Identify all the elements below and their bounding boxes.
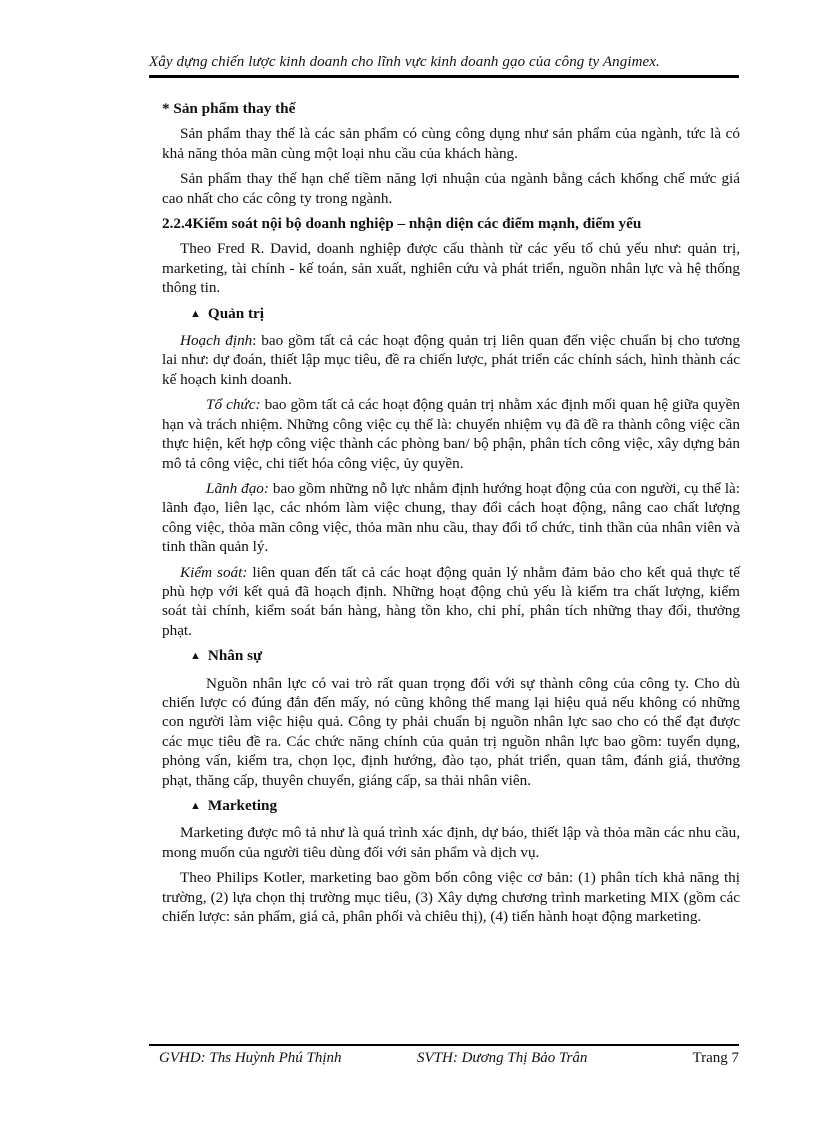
lanh-dao-text: bao gồm những nỗ lực nhằm định hướng hoạt động của con người, cụ thể là: lãnh đạo, liên lạc, các nhóm làm việc chung, thay đổi cách hoạt động, nâng cao chất lượng công việc, thỏa mãn công việc, thỏa mãn nhu cầu, thay đổi tổ chức, tinh thần của nhân viên và tinh thần quản lý. bbox=[162, 479, 740, 556]
kiem-soat-paragraph bbox=[162, 563, 740, 641]
david-paragraph: Theo Fred R. David, doanh nghiệp được cấu thành từ các yếu tố chủ yếu như: quản trị, marketing, tài chính - kế toán, sản xuất, nghiên cứu và phát triển, nguồn nhân lực và hệ thống thông tin. bbox=[162, 240, 740, 297]
subheading-nhan-su-label: Nhân sự bbox=[207, 647, 263, 665]
footer-advisor: GVHD: Ths Huỳnh Phú Thịnh bbox=[159, 1050, 342, 1066]
subheading-marketing-label: Marketing bbox=[207, 797, 278, 814]
substitute-paragraph-1: Sản phẩm thay thế là các sản phẩm có cùng công dụng như sản phẩm của ngành, tức là có khả năng thỏa mãn cùng một loại nhu cầu của khách hàng. bbox=[162, 125, 740, 162]
kiem-soat-text: liên quan đến tất cả các hoạt động quản lý nhằm đảm bảo cho kết quả thực tế phù hợp với kết quả đã hoạch định. Những hoạt động chủ yếu là kiểm tra chất lượng, kiểm soát tài chính, kiểm soát bán hàng, hàng tồn kho, chi phí, phân tích những thay đổi, thưởng phạt. bbox=[162, 563, 740, 639]
to-chuc-paragraph bbox=[162, 395, 740, 473]
substitute-heading: * Sản phẩm thay thế bbox=[162, 100, 296, 117]
to-chuc-term: Tổ chức: bbox=[206, 396, 261, 414]
header-rule bbox=[149, 75, 739, 78]
footer-rule bbox=[149, 1044, 739, 1046]
page-number: Trang 7 bbox=[692, 1050, 739, 1066]
marketing-paragraph-1: Marketing được mô tả như là quá trình xác định, dự báo, thiết lập và thỏa mãn các nhu cầu, mong muốn của người tiêu dùng đối với sản phẩm và dịch vụ. bbox=[162, 824, 740, 861]
to-chuc-text: bao gồm tất cả các hoạt động quản trị nhằm xác định mối quan hệ giữa quyền hạn và trách nhiệm. Những công việc cụ thể là: chuyển nhiệm vụ đã đề ra thành công việc cần thực hiện, kết hợp công việc thành các phòng ban/ bộ phận, phân tích công việc, xây dựng bản mô tả công việc, chi tiết hóa công việc, ủy quyền. bbox=[162, 396, 740, 472]
subheading-quan-tri bbox=[190, 304, 740, 325]
lanh-dao-term: Lãnh đạo: bbox=[206, 479, 269, 497]
subheading-nhan-su bbox=[190, 646, 740, 667]
nhan-su-paragraph: Nguồn nhân lực có vai trò rất quan trọng đối với sự thành công của công ty. Cho dù chiến lược có đúng đắn đến mấy, nó cũng không thể mang lại hiệu quả nếu không có những con người làm việc hiệu quả. Công ty phải chuẩn bị nguồn nhân lực sao cho có thể đạt được các mục tiêu đề ra. Các chức năng chính của quản trị nguồn nhân lực bao gồm: tuyển dụng, phỏng vấn, kiểm tra, chọn lọc, định hướng, đào tạo, phát triển, quan tâm, đánh giá, thưởng phạt, thăng cấp, thuyên chuyển, giáng cấp, sa thải nhân viên. bbox=[162, 674, 740, 789]
page-footer bbox=[149, 1044, 739, 1074]
page-content bbox=[162, 95, 740, 932]
triangle-up-icon: ▲ bbox=[190, 650, 201, 663]
hoach-dinh-term: Hoạch định bbox=[180, 332, 253, 350]
kiem-soat-term: Kiểm soát: bbox=[180, 563, 248, 581]
substitute-paragraph-2: Sản phẩm thay thế hạn chế tiềm năng lợi nhuận của ngành bằng cách khống chế mức giá cao nhất cho các công ty trong ngành. bbox=[162, 170, 740, 207]
hoach-dinh-text: : bao gồm tất cả các hoạt động quản trị liên quan đến việc chuẩn bị cho tương lai như: dự đoán, thiết lập mục tiêu, đề ra chiến lược, phát triển các chính sách, hình thành các kế hoạch kinh doanh. bbox=[162, 332, 740, 388]
footer-student: SVTH: Dương Thị Bảo Trân bbox=[417, 1050, 588, 1066]
lanh-dao-paragraph bbox=[162, 479, 740, 557]
page-header bbox=[149, 54, 739, 78]
marketing-paragraph-2: Theo Philips Kotler, marketing bao gồm bốn công việc cơ bản: (1) phân tích khả năng thị trường, (2) lựa chọn thị trường mục tiêu, (3) Xây dựng chương trình marketing MIX (gồm các chiến lược: sản phẩm, giá cả, phân phối và chiêu thị), (4) tiến hành hoạt động marketing. bbox=[162, 869, 740, 926]
hoach-dinh-paragraph bbox=[162, 331, 740, 389]
header-title: Xây dựng chiến lược kinh doanh cho lĩnh vực kinh doanh gạo của công ty Angimex. bbox=[149, 54, 660, 70]
triangle-up-icon: ▲ bbox=[190, 307, 201, 320]
section-2-2-4-heading: 2.2.4Kiểm soát nội bộ doanh nghiệp – nhận diện các điểm mạnh, điểm yếu bbox=[162, 215, 642, 233]
subheading-quan-tri-label: Quản trị bbox=[207, 304, 265, 322]
subheading-marketing bbox=[190, 796, 740, 817]
triangle-up-icon: ▲ bbox=[190, 800, 201, 812]
